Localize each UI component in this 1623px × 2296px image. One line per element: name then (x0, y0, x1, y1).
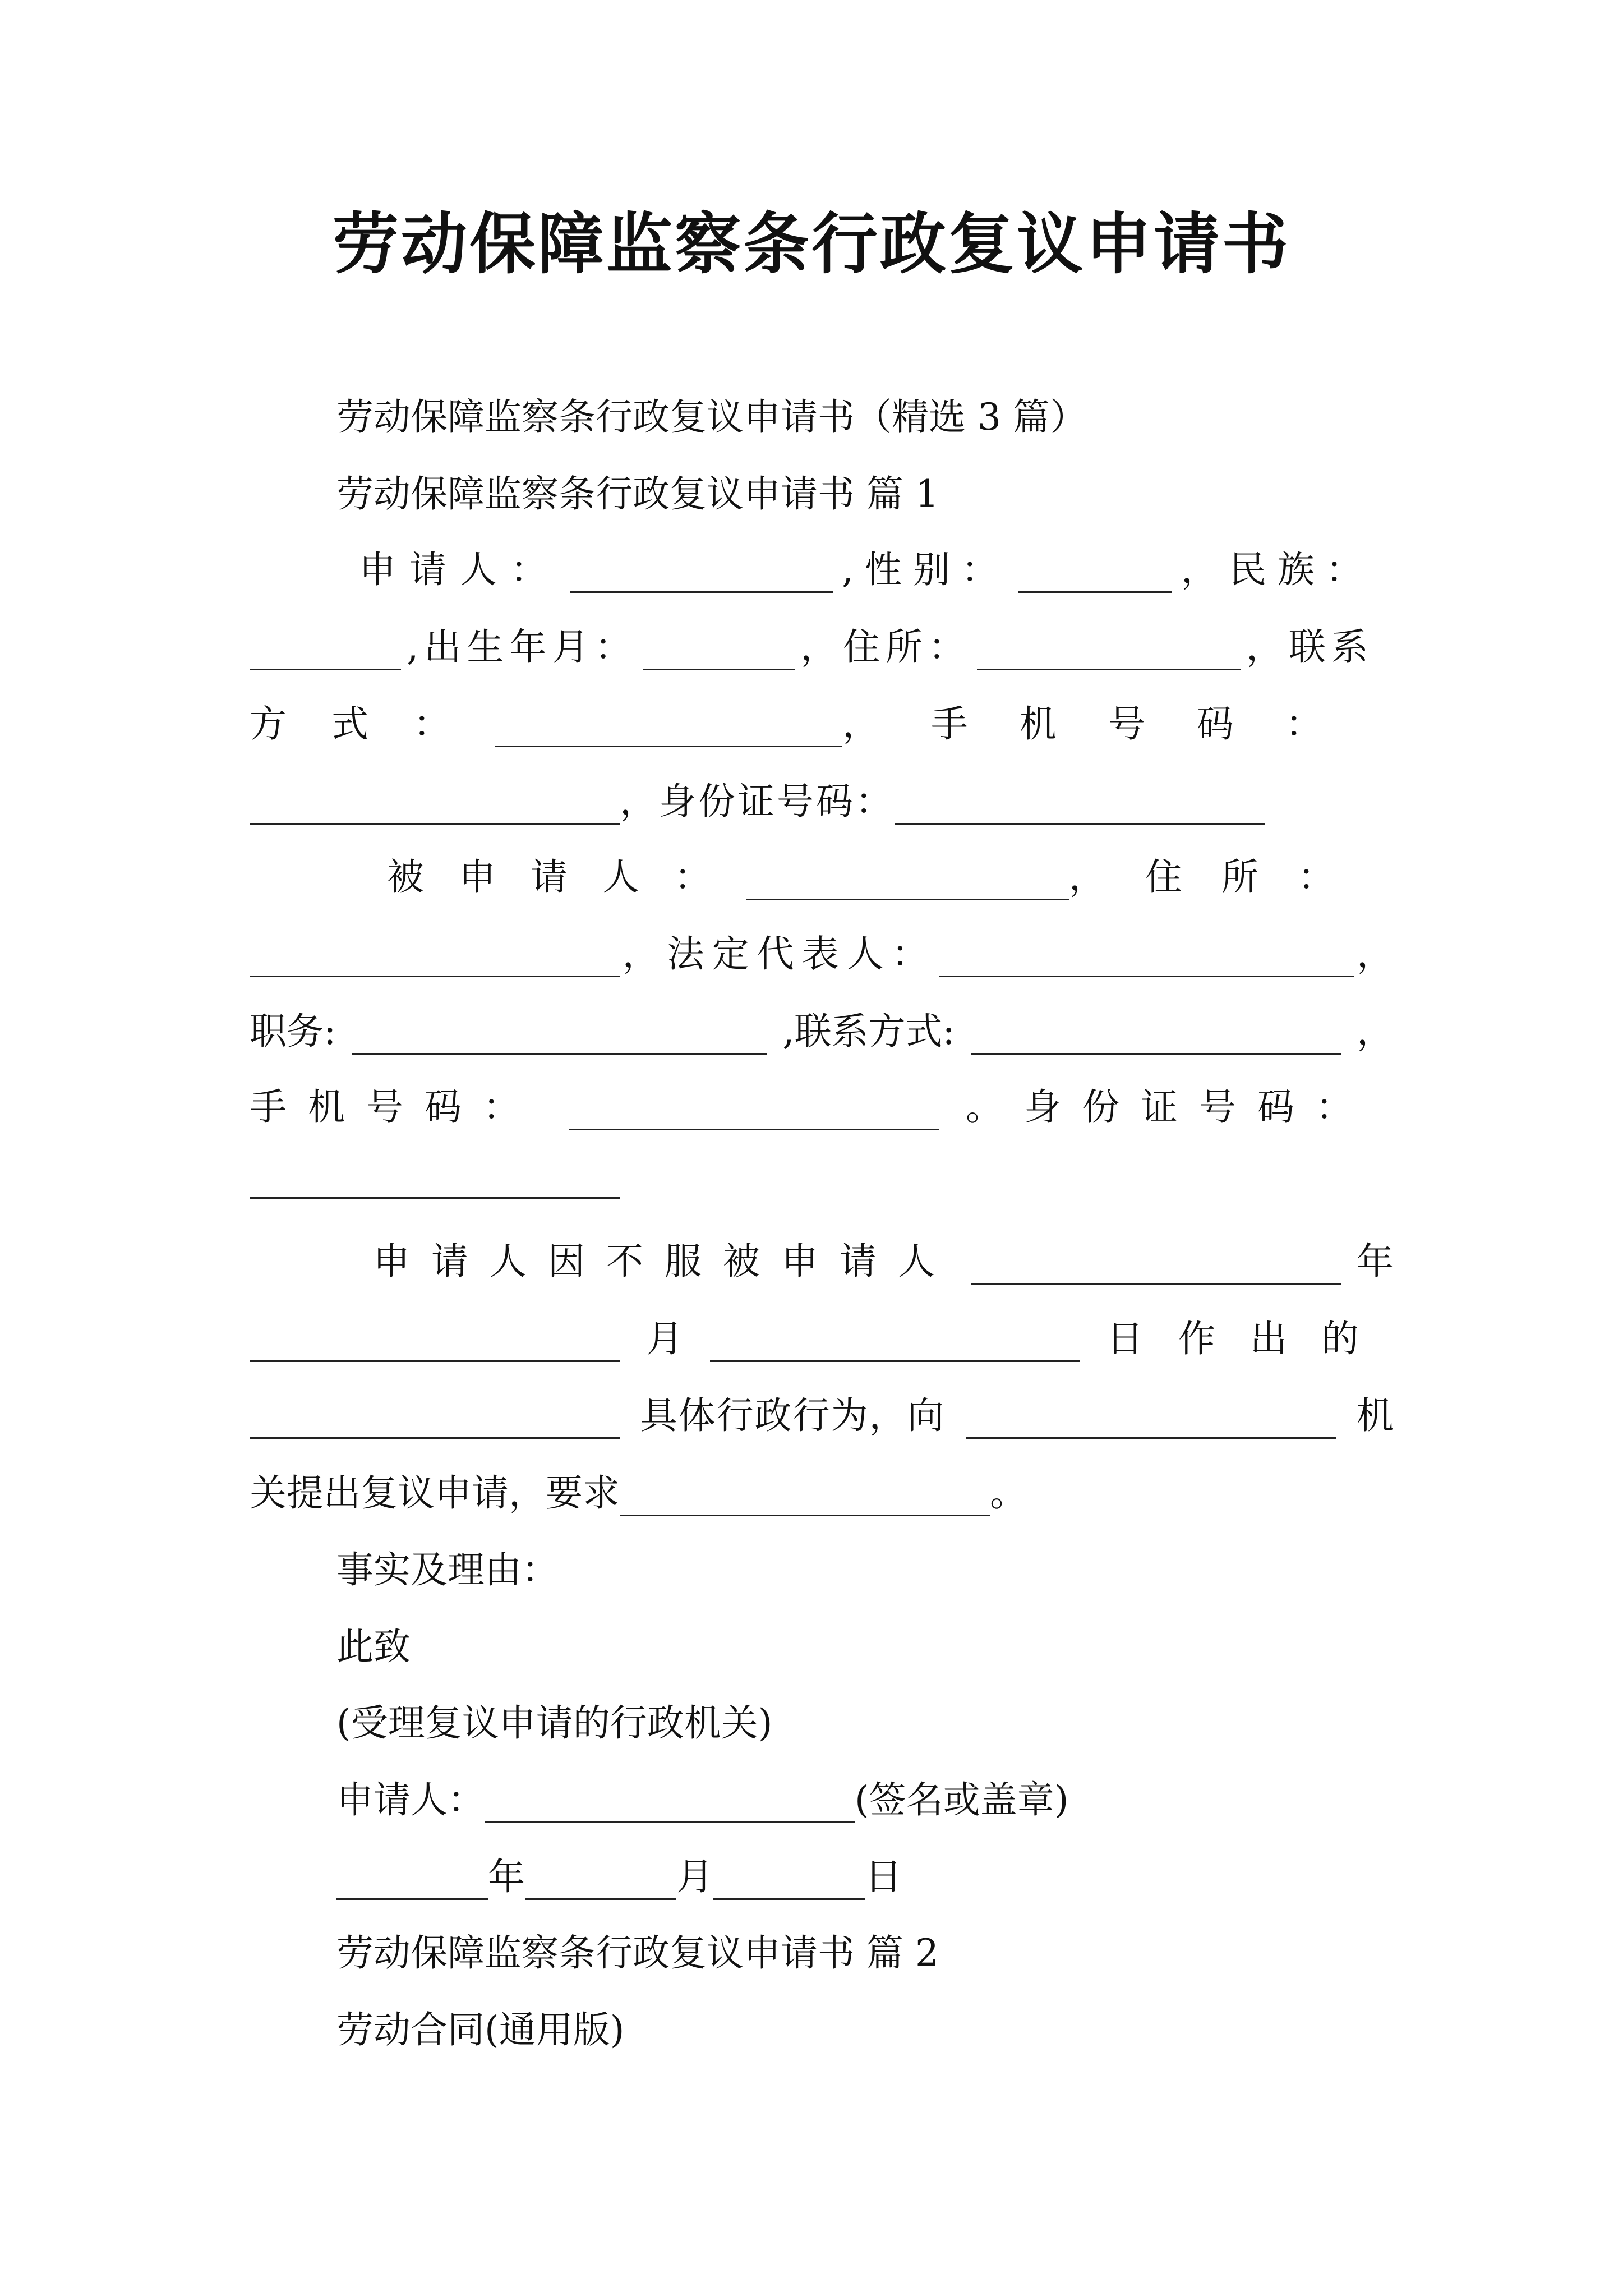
date-day: 日 (865, 1855, 902, 1898)
request-blank-4 (250, 1400, 620, 1439)
position-label: 职务: (250, 1010, 336, 1053)
respondent-line-4 (250, 1077, 1374, 1130)
respondent-contact-blank (971, 1016, 1341, 1055)
respondent-contact-label: ,联系方式: (782, 1010, 955, 1053)
request-org: 机 (1356, 1394, 1394, 1437)
section-heading-2: 劳动保障监察条行政复议申请书 篇 2 (336, 1931, 939, 1975)
request-text-4: 关提出复议申请，要求 (250, 1471, 620, 1515)
respondent-line-1 (387, 847, 1374, 900)
date-line (336, 1847, 902, 1900)
signature-label: 申请人： (336, 1778, 485, 1821)
respondent-idcard-label: 。身份证号码： (966, 1085, 1374, 1129)
contact-label-b: 方式： (250, 702, 495, 746)
applicant-line-3 (250, 694, 1374, 747)
request-line-4 (250, 1463, 1027, 1516)
respondent-residence-label: ，住所： (1069, 855, 1374, 899)
request-blank-5 (966, 1400, 1336, 1439)
idcard-blank (895, 786, 1265, 825)
respondent-line-2 (250, 924, 1394, 977)
contact-blank (495, 708, 842, 747)
respondent-mobile-blank (569, 1092, 939, 1130)
applicant-label: 申请人： (359, 548, 561, 591)
gender-blank (1018, 554, 1172, 593)
respondent-blank (746, 862, 1069, 900)
birth-blank (643, 632, 795, 670)
ethnicity-blank (250, 632, 401, 670)
request-period: 。 (990, 1471, 1027, 1515)
request-blank-1 (971, 1246, 1341, 1285)
respondent-mobile-label: 手机号码： (250, 1085, 541, 1129)
respondent-idcard-blank (250, 1160, 620, 1199)
mobile-label: ，手机号码： (842, 702, 1374, 746)
date-month-blank (525, 1861, 676, 1900)
section-heading-1: 劳动保障监察条行政复议申请书 篇 1 (336, 472, 939, 516)
request-line-2 (250, 1309, 1394, 1362)
request-line-1 (373, 1231, 1394, 1285)
date-year: 年 (488, 1855, 525, 1898)
respondent-residence-blank (250, 938, 620, 977)
date-day-blank (713, 1861, 865, 1900)
applicant-line-4 (250, 771, 1265, 825)
legal-rep-comma: ， (1356, 932, 1394, 976)
salute: 此致 (336, 1625, 411, 1668)
request-month: 月 (646, 1317, 684, 1360)
request-year: 年 (1357, 1240, 1394, 1283)
birth-label: ,出生年月： (407, 625, 638, 669)
position-blank (352, 1016, 767, 1055)
signature-line (336, 1770, 1069, 1823)
gender-label: ,性别： (842, 548, 1009, 591)
request-day-made: 日作出的 (1106, 1317, 1394, 1360)
recipient: (受理复议申请的行政机关) (336, 1701, 773, 1745)
mobile-blank (250, 786, 620, 825)
applicant-line-1 (359, 540, 1374, 593)
respondent-label: 被申请人： (387, 855, 746, 899)
request-blank-6 (620, 1478, 990, 1516)
document-title: 劳动保障监察条行政复议申请书 (332, 205, 1290, 283)
date-year-blank (336, 1861, 488, 1900)
contact-label-a: ，联系 (1246, 625, 1374, 669)
facts-label: 事实及理由： (336, 1548, 559, 1591)
signature-blank (485, 1784, 855, 1823)
respondent-contact-comma: ， (1356, 1010, 1394, 1053)
contract-title: 劳动合同(通用版) (336, 2008, 625, 2051)
request-line-3 (250, 1386, 1394, 1439)
applicant-line-2 (250, 617, 1374, 670)
request-blank-2 (250, 1323, 620, 1362)
ethnicity-label: ，民族： (1181, 548, 1374, 591)
applicant-name-blank (570, 554, 833, 593)
signature-suffix: (签名或盖章) (855, 1778, 1069, 1821)
residence-label: ，住所： (800, 625, 971, 669)
subtitle: 劳动保障监察条行政复议申请书（精选 3 篇） (336, 395, 1087, 439)
request-specific-act: 具体行政行为，向 (640, 1394, 946, 1437)
request-text-1: 申请人因不服被申请人 (373, 1240, 956, 1283)
respondent-line-5 (250, 1156, 620, 1199)
residence-blank (977, 632, 1241, 670)
request-blank-3 (710, 1323, 1080, 1362)
idcard-label: ，身份证号码： (620, 780, 895, 823)
date-month: 月 (676, 1855, 713, 1898)
legal-rep-blank (939, 938, 1354, 977)
respondent-line-3 (250, 1001, 1394, 1055)
legal-rep-label: ，法定代表人： (622, 932, 937, 976)
